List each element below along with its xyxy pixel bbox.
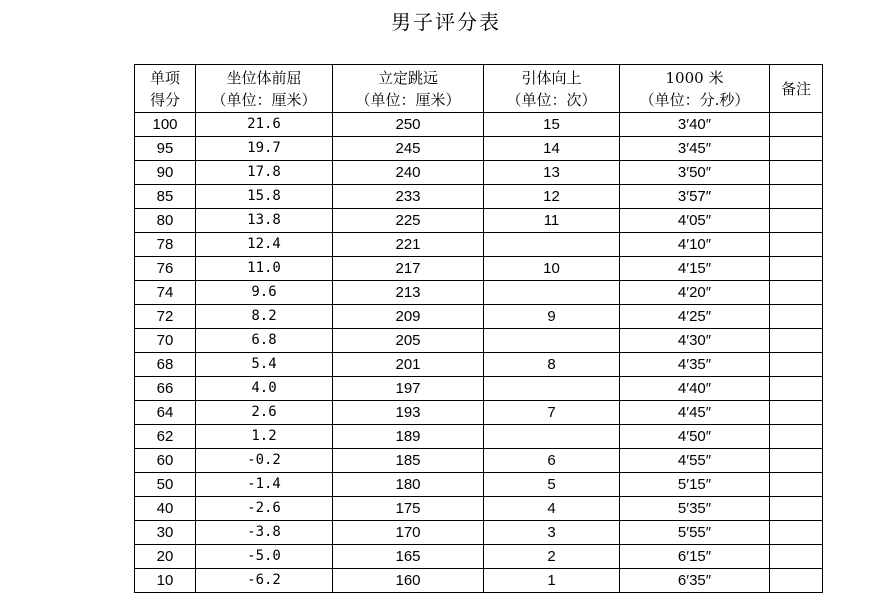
cell-1000m-run: 4′20″ [620,281,770,305]
table-row [135,209,823,233]
cell-sit-reach: 19.7 [196,137,333,161]
table-row [135,257,823,281]
cell-score: 40 [135,497,196,521]
cell-score: 10 [135,569,196,593]
cell-note [770,545,823,569]
header-note-line1: 备注 [780,79,811,98]
cell-pullup: 2 [484,545,620,569]
cell-pullup: 12 [484,185,620,209]
cell-1000m-run: 5′55″ [620,521,770,545]
cell-long-jump: 193 [333,401,484,425]
cell-pullup: 3 [484,521,620,545]
cell-sit-reach: 17.8 [196,161,333,185]
cell-score: 95 [135,137,196,161]
cell-sit-reach: -5.0 [196,545,333,569]
cell-long-jump: 240 [333,161,484,185]
cell-long-jump: 209 [333,305,484,329]
cell-long-jump: 197 [333,377,484,401]
cell-pullup [484,281,620,305]
cell-long-jump: 250 [333,113,484,137]
header-score-line1: 单项 [149,68,180,87]
cell-sit-reach: 1.2 [196,425,333,449]
cell-1000m-run: 4′55″ [620,449,770,473]
cell-note [770,305,823,329]
cell-pullup [484,233,620,257]
cell-1000m-run: 5′15″ [620,473,770,497]
cell-note [770,569,823,593]
cell-long-jump: 225 [333,209,484,233]
table-row [135,113,823,137]
cell-note [770,521,823,545]
cell-note [770,377,823,401]
header-pullup [484,65,620,113]
cell-note [770,401,823,425]
header-1000m-run-line1: 1000 米 [665,68,724,87]
cell-sit-reach: 5.4 [196,353,333,377]
cell-pullup: 9 [484,305,620,329]
cell-pullup: 6 [484,449,620,473]
header-score-line2: 得分 [149,90,180,109]
cell-note [770,281,823,305]
cell-sit-reach: 21.6 [196,113,333,137]
cell-score: 64 [135,401,196,425]
cell-sit-reach: 11.0 [196,257,333,281]
cell-long-jump: 189 [333,425,484,449]
cell-score: 50 [135,473,196,497]
table-body [135,113,823,593]
cell-sit-reach: -2.6 [196,497,333,521]
cell-score: 78 [135,233,196,257]
cell-long-jump: 213 [333,281,484,305]
cell-pullup: 1 [484,569,620,593]
header-1000m-run-line2: （单位：分.秒） [639,90,750,109]
header-1000m-run [620,65,770,113]
cell-1000m-run: 4′30″ [620,329,770,353]
cell-long-jump: 245 [333,137,484,161]
cell-sit-reach: 6.8 [196,329,333,353]
header-long-jump-line1: 立定跳远 [377,68,438,87]
cell-score: 30 [135,521,196,545]
header-long-jump [333,65,484,113]
cell-sit-reach: 12.4 [196,233,333,257]
cell-note [770,161,823,185]
cell-long-jump: 185 [333,449,484,473]
table-row [135,449,823,473]
table-row [135,137,823,161]
cell-long-jump: 180 [333,473,484,497]
cell-score: 76 [135,257,196,281]
table-row [135,281,823,305]
cell-1000m-run: 4′50″ [620,425,770,449]
table-row [135,521,823,545]
cell-note [770,257,823,281]
table-row [135,305,823,329]
cell-sit-reach: 15.8 [196,185,333,209]
cell-1000m-run: 4′15″ [620,257,770,281]
table-row [135,329,823,353]
cell-pullup: 8 [484,353,620,377]
cell-1000m-run: 3′50″ [620,161,770,185]
cell-note [770,137,823,161]
cell-pullup: 11 [484,209,620,233]
table-row [135,497,823,521]
cell-long-jump: 165 [333,545,484,569]
cell-long-jump: 160 [333,569,484,593]
cell-score: 85 [135,185,196,209]
cell-pullup: 14 [484,137,620,161]
cell-pullup: 7 [484,401,620,425]
cell-1000m-run: 4′10″ [620,233,770,257]
table-row [135,353,823,377]
cell-score: 100 [135,113,196,137]
cell-note [770,353,823,377]
table-row [135,569,823,593]
header-note [770,65,823,113]
cell-1000m-run: 4′05″ [620,209,770,233]
cell-score: 60 [135,449,196,473]
table-row [135,425,823,449]
header-pullup-line1: 引体向上 [521,68,582,87]
header-long-jump-line2: （单位：厘米） [355,90,461,109]
cell-long-jump: 221 [333,233,484,257]
table-row [135,233,823,257]
cell-note [770,113,823,137]
header-sit-reach-line2: （单位：厘米） [211,90,317,109]
cell-sit-reach: -6.2 [196,569,333,593]
cell-score: 72 [135,305,196,329]
cell-1000m-run: 4′45″ [620,401,770,425]
cell-score: 90 [135,161,196,185]
cell-sit-reach: 13.8 [196,209,333,233]
cell-pullup: 5 [484,473,620,497]
cell-pullup: 13 [484,161,620,185]
cell-pullup: 4 [484,497,620,521]
cell-note [770,209,823,233]
header-score [135,65,196,113]
cell-pullup [484,377,620,401]
header-sit-reach-line1: 坐位体前屈 [226,68,302,87]
cell-pullup [484,329,620,353]
cell-long-jump: 233 [333,185,484,209]
cell-pullup: 10 [484,257,620,281]
cell-score: 20 [135,545,196,569]
cell-1000m-run: 6′35″ [620,569,770,593]
page-title: 男子评分表 [391,10,501,34]
cell-1000m-run: 3′57″ [620,185,770,209]
cell-sit-reach: 2.6 [196,401,333,425]
table-row [135,545,823,569]
cell-1000m-run: 6′15″ [620,545,770,569]
header-sit-reach [196,65,333,113]
table-row [135,401,823,425]
cell-long-jump: 205 [333,329,484,353]
cell-score: 66 [135,377,196,401]
table-row [135,185,823,209]
cell-sit-reach: 9.6 [196,281,333,305]
score-table [134,64,823,593]
cell-note [770,449,823,473]
table-row [135,161,823,185]
cell-note [770,233,823,257]
cell-score: 74 [135,281,196,305]
cell-pullup [484,425,620,449]
table-row [135,377,823,401]
cell-1000m-run: 4′35″ [620,353,770,377]
cell-score: 80 [135,209,196,233]
cell-long-jump: 175 [333,497,484,521]
cell-sit-reach: -3.8 [196,521,333,545]
cell-note [770,497,823,521]
cell-long-jump: 170 [333,521,484,545]
header-pullup-line2: （单位：次） [506,90,597,109]
cell-sit-reach: 4.0 [196,377,333,401]
cell-note [770,473,823,497]
cell-sit-reach: -0.2 [196,449,333,473]
cell-1000m-run: 4′25″ [620,305,770,329]
table-header-row [135,65,823,113]
cell-1000m-run: 3′40″ [620,113,770,137]
cell-1000m-run: 3′45″ [620,137,770,161]
cell-1000m-run: 5′35″ [620,497,770,521]
cell-1000m-run: 4′40″ [620,377,770,401]
cell-sit-reach: 8.2 [196,305,333,329]
cell-long-jump: 217 [333,257,484,281]
cell-score: 62 [135,425,196,449]
cell-note [770,185,823,209]
cell-note [770,425,823,449]
cell-score: 70 [135,329,196,353]
cell-note [770,329,823,353]
cell-pullup: 15 [484,113,620,137]
cell-score: 68 [135,353,196,377]
cell-sit-reach: -1.4 [196,473,333,497]
cell-long-jump: 201 [333,353,484,377]
table-row [135,473,823,497]
